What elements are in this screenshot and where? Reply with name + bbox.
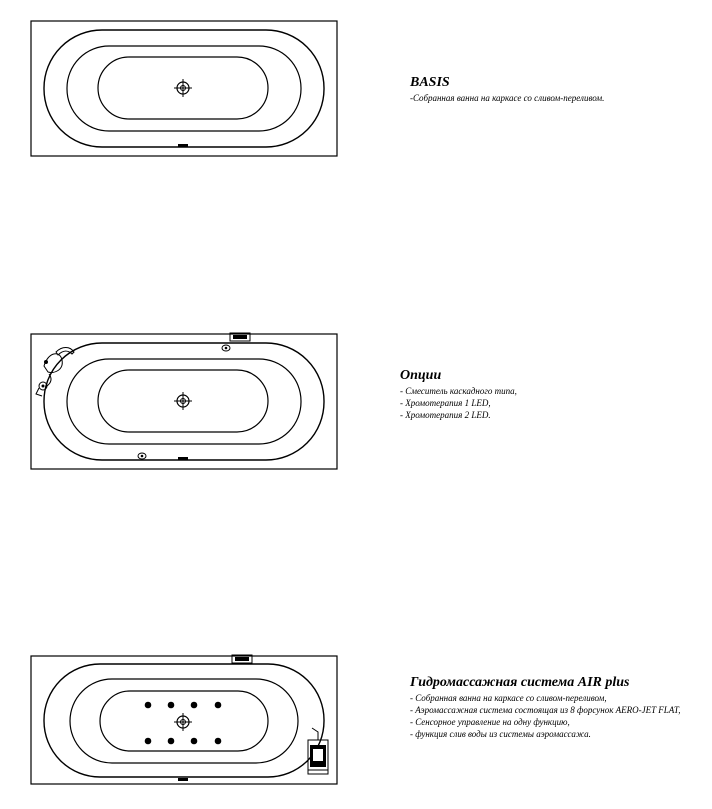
section-line: - Хромотерапия 2 LED. (400, 410, 491, 420)
section-line: - Смеситель каскадного типа, (400, 386, 517, 396)
bathtub-air-plus-drawing (30, 652, 340, 787)
bathtub-basis-drawing (30, 20, 340, 160)
bathtub-options-drawing (30, 330, 340, 475)
section-basis (410, 74, 604, 104)
drain-icon (174, 713, 192, 731)
drain-icon (174, 392, 192, 410)
drain-icon (174, 79, 192, 97)
section-line: - Собранная ванна на каркасе со сливом-переливом, (410, 693, 607, 703)
section-title: Опции (400, 368, 442, 383)
overflow-icon (178, 144, 188, 147)
air-blower-icon (308, 728, 328, 774)
section-line: - Аэромассажная система состоящая из 8 форсунок AERO-JET FLAT, (410, 705, 681, 715)
overflow-icon (178, 778, 188, 781)
section-line: - функция слив воды из системы аэромассажа. (410, 729, 591, 739)
section-air-plus (410, 674, 681, 740)
section-title: BASIS (410, 75, 450, 90)
section-title: Гидромассажная система AIR plus (410, 675, 630, 690)
overflow-icon (178, 457, 188, 460)
section-line: - Сенсорное управление на одну функцию, (410, 717, 570, 727)
section-options (400, 367, 517, 421)
section-line: -Собранная ванна на каркасе со сливом-переливом. (410, 93, 605, 103)
section-line: - Хромотерапия 1 LED, (400, 398, 491, 408)
